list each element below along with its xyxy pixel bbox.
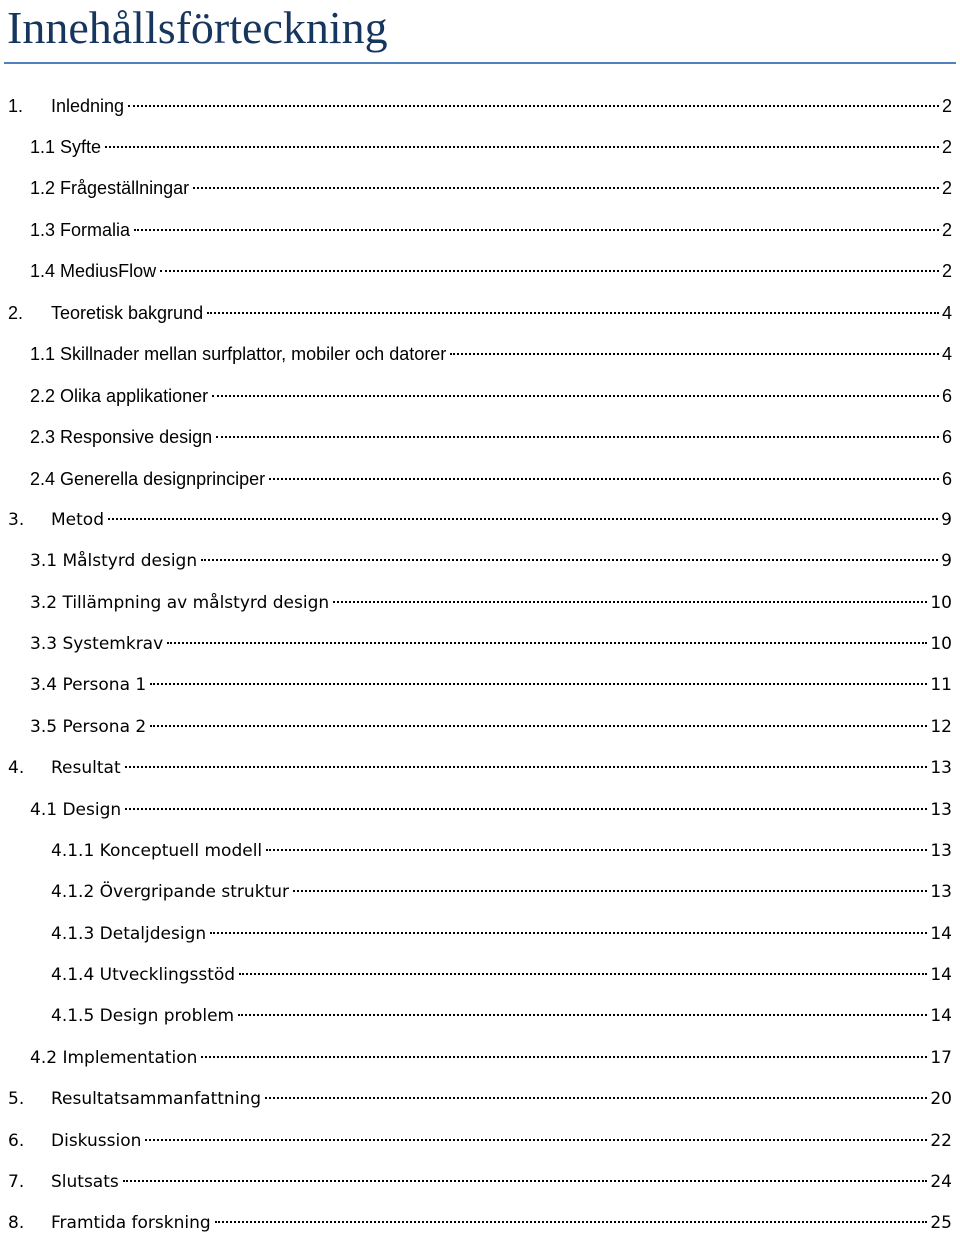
dot-leader (123, 1180, 928, 1182)
toc-number: 4.1.3 (51, 924, 95, 944)
toc-title: Diskussion (51, 1131, 142, 1151)
dot-leader (210, 932, 927, 934)
toc-title: Persona 1 (62, 675, 147, 695)
toc-entry[interactable] (0, 465, 952, 493)
toc-title: Persona 2 (62, 717, 147, 737)
toc-title: Implementation (62, 1048, 198, 1068)
toc-number: 4.1.5 (51, 1006, 95, 1026)
dot-leader (293, 890, 927, 892)
toc-number: 1. (8, 96, 24, 116)
toc-page: 10 (930, 634, 952, 654)
toc-page: 12 (930, 717, 952, 737)
dot-leader (201, 1056, 927, 1058)
dot-leader (201, 559, 938, 561)
dot-leader (108, 518, 938, 520)
toc-page: 13 (930, 800, 952, 820)
toc-entry[interactable] (0, 671, 952, 699)
dot-leader (269, 478, 939, 480)
toc-page: 6 (941, 469, 952, 489)
toc-number: 4.1.1 (51, 841, 95, 861)
toc-page: 17 (930, 1048, 952, 1068)
toc-title: Metod (51, 510, 104, 530)
toc-number: 2.4 (30, 469, 56, 489)
toc-title: Detaljdesign (99, 924, 207, 944)
toc-title: Skillnader mellan surfplattor, mobiler och datorer (60, 344, 447, 364)
toc-entry[interactable] (0, 961, 952, 989)
dot-leader (238, 1014, 927, 1016)
toc-entry[interactable] (0, 257, 952, 285)
toc-page: 2 (941, 96, 952, 116)
dot-leader (207, 312, 939, 314)
toc-page: 2 (941, 178, 952, 198)
toc-entry[interactable] (0, 423, 952, 451)
toc-number: 3.1 (30, 551, 58, 571)
toc-page: 22 (930, 1131, 952, 1151)
toc-number: 3.4 (30, 675, 58, 695)
dot-leader (215, 1221, 928, 1223)
toc-entry[interactable] (0, 1127, 952, 1155)
dot-leader (212, 395, 939, 397)
toc-number: 3. (8, 510, 25, 530)
dot-leader (265, 1097, 927, 1099)
toc-entry[interactable] (0, 589, 952, 617)
dot-leader (333, 601, 927, 603)
toc-entry[interactable] (0, 547, 952, 575)
toc-title: Olika applikationer (60, 386, 209, 406)
toc-page: 25 (930, 1213, 952, 1233)
toc-entry[interactable] (0, 299, 952, 327)
toc-number: 6. (8, 1131, 25, 1151)
dot-leader (150, 683, 927, 685)
toc-page: 9 (941, 510, 952, 530)
toc-number: 5. (8, 1089, 25, 1109)
toc-entry[interactable] (0, 382, 952, 410)
toc-entry[interactable] (0, 1085, 952, 1113)
toc-title: Responsive design (60, 427, 213, 447)
toc-page: 6 (941, 427, 952, 447)
toc-entry[interactable] (0, 133, 952, 161)
toc-page: 13 (930, 841, 952, 861)
toc-entry[interactable] (0, 754, 952, 782)
dot-leader (160, 270, 939, 272)
toc-page: 14 (930, 965, 952, 985)
toc-page: 13 (930, 882, 952, 902)
toc-number: 3.3 (30, 634, 58, 654)
toc-entry[interactable] (0, 796, 952, 824)
toc-entry[interactable] (0, 713, 952, 741)
dot-leader (193, 187, 939, 189)
toc-entry[interactable] (0, 174, 952, 202)
toc-number: 1.3 (30, 220, 56, 240)
toc-page: 14 (930, 1006, 952, 1026)
toc-number: 1.2 (30, 178, 56, 198)
toc-page: 2 (941, 220, 952, 240)
toc-page: 6 (941, 386, 952, 406)
toc-title: Målstyrd design (62, 551, 198, 571)
toc-entry[interactable] (0, 920, 952, 948)
toc-number: 2.3 (30, 427, 56, 447)
toc-title: Frågeställningar (60, 178, 190, 198)
toc-title: Övergripande struktur (99, 882, 289, 902)
toc-entry[interactable] (0, 92, 952, 120)
toc-title: Generella designprinciper (60, 469, 266, 489)
dot-leader (105, 146, 939, 148)
toc-title: Slutsats (51, 1172, 119, 1192)
toc-entry[interactable] (0, 1168, 952, 1196)
toc-title: Design (62, 800, 122, 820)
toc-page: 10 (930, 593, 952, 613)
dot-leader (145, 1139, 927, 1141)
toc-entry[interactable] (0, 1044, 952, 1072)
toc-page: 13 (930, 758, 952, 778)
toc-number: 2. (8, 303, 24, 323)
toc-title: Konceptuell modell (99, 841, 263, 861)
toc-number: 1.1 (30, 344, 56, 364)
toc-number: 4.1.2 (51, 882, 95, 902)
dot-leader (125, 766, 928, 768)
dot-leader (216, 436, 939, 438)
dot-leader (150, 725, 927, 727)
toc-title: Teoretisk bakgrund (51, 303, 204, 323)
toc-title: Framtida forskning (51, 1213, 211, 1233)
toc-title: Syfte (60, 137, 102, 157)
toc-entry[interactable] (0, 216, 952, 244)
toc-title: Formalia (60, 220, 131, 240)
toc-entry[interactable] (0, 506, 952, 534)
toc-entry[interactable] (0, 630, 952, 658)
toc-number: 4.1 (30, 800, 58, 820)
toc-number: 3.5 (30, 717, 58, 737)
toc-entry[interactable] (0, 1002, 952, 1030)
toc-number: 8. (8, 1213, 25, 1233)
toc-number: 1.4 (30, 261, 56, 281)
toc-title: Resultat (51, 758, 121, 778)
toc-page: 2 (941, 137, 952, 157)
toc-number: 3.2 (30, 593, 58, 613)
title-underline (4, 62, 956, 64)
toc-title: Systemkrav (62, 634, 164, 654)
page-title: Innehållsförteckning (7, 2, 388, 53)
toc-number: 4. (8, 758, 25, 778)
toc-title: Inledning (51, 96, 125, 116)
toc-entry[interactable] (0, 340, 952, 368)
dot-leader (134, 229, 939, 231)
toc-number: 2.2 (30, 386, 56, 406)
toc-page: 20 (930, 1089, 952, 1109)
dot-leader (450, 353, 939, 355)
dot-leader (125, 808, 927, 810)
toc-number: 7. (8, 1172, 25, 1192)
toc-entry[interactable] (0, 1209, 952, 1237)
dot-leader (167, 642, 927, 644)
dot-leader (239, 973, 927, 975)
toc-title: Design problem (99, 1006, 235, 1026)
toc-page: 24 (930, 1172, 952, 1192)
toc-title: Utvecklingsstöd (99, 965, 236, 985)
toc-page: 11 (930, 675, 952, 695)
toc-page: 9 (941, 551, 952, 571)
dot-leader (128, 105, 939, 107)
toc-page: 14 (930, 924, 952, 944)
dot-leader (266, 849, 927, 851)
toc-entry[interactable] (0, 837, 952, 865)
toc-number: 4.1.4 (51, 965, 95, 985)
toc-title: Resultatsammanfattning (51, 1089, 261, 1109)
toc-entry[interactable] (0, 878, 952, 906)
toc-page: 4 (941, 344, 952, 364)
toc-title: Tillämpning av målstyrd design (62, 593, 330, 613)
toc-page: 2 (941, 261, 952, 281)
toc-number: 1.1 (30, 137, 56, 157)
toc-title: MediusFlow (60, 261, 157, 281)
toc-number: 4.2 (30, 1048, 58, 1068)
toc-page: 4 (941, 303, 952, 323)
